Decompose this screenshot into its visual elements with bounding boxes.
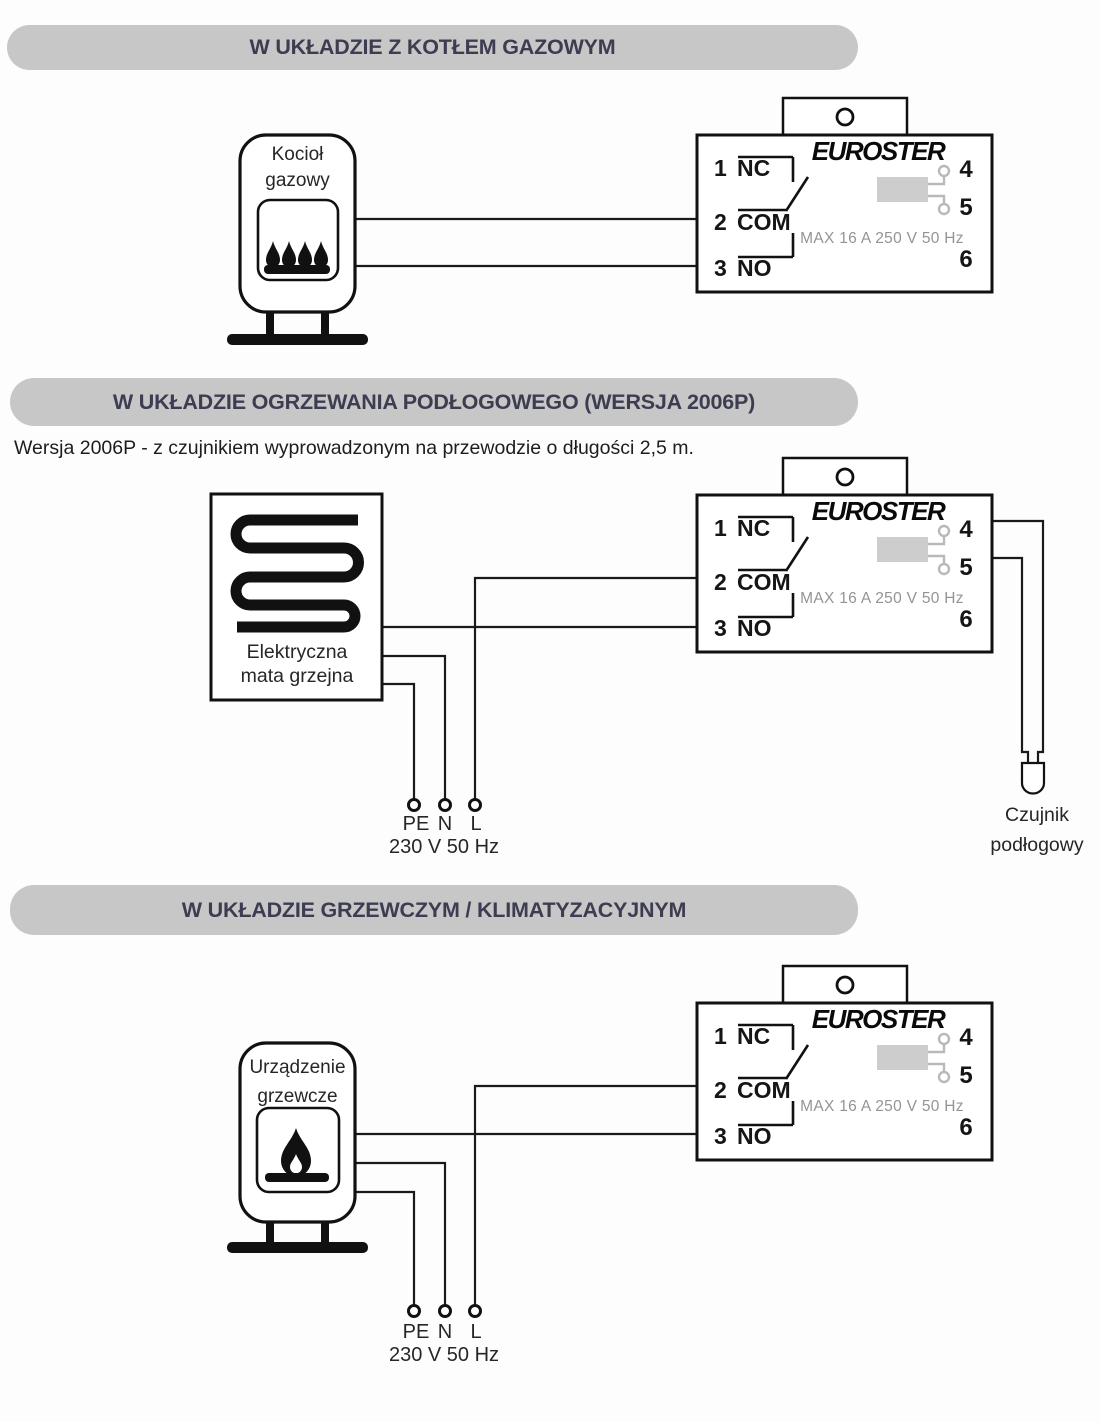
section1-header-bar [7, 25, 858, 70]
terminal-5-number: 5 [959, 1062, 973, 1089]
terminal-nc-label: NC [737, 1023, 771, 1049]
terminal-2-number: 2 [714, 209, 727, 235]
euroster-logo: EUROSTER [811, 136, 945, 166]
section1-title: W UKŁADZIE Z KOTŁEM GAZOWYM [249, 35, 616, 59]
heating-device-label-line2: grzewcze [257, 1086, 338, 1107]
terminal-3-number: 3 [714, 1123, 727, 1149]
terminal-no-label: NO [737, 1123, 772, 1149]
terminal-6-number: 6 [959, 246, 973, 273]
terminal-com-label: COM [737, 209, 791, 235]
terminal-1-number: 1 [714, 155, 727, 181]
pe-terminal-label: PE [402, 1321, 430, 1343]
section2-header-bar [10, 378, 858, 426]
terminal-nc-label: NC [737, 515, 771, 541]
terminal-5-number: 5 [959, 554, 973, 581]
boiler-label-line2: gazowy [265, 170, 330, 191]
section3-title: W UKŁADZIE GRZEWCZYM / KLIMATYZACYJNYM [181, 897, 687, 922]
gas-boiler-icon [227, 135, 368, 345]
terminal-6-number: 6 [959, 1114, 973, 1141]
terminal-2-number: 2 [714, 1077, 727, 1103]
floor-sensor-label-line1: Czujnik [1005, 804, 1069, 826]
floor-sensor-icon [1022, 763, 1044, 794]
max-rating-label: MAX 16 A 250 V 50 Hz [800, 230, 964, 247]
terminal-3-number: 3 [714, 255, 727, 281]
euroster-logo: EUROSTER [811, 496, 945, 526]
terminal-4-number: 4 [959, 156, 973, 183]
terminal-1-number: 1 [714, 1023, 727, 1049]
power-terminals-section2 [409, 800, 481, 811]
mat-label-line2: mata grzejna [240, 665, 354, 687]
terminal-no-label: NO [737, 615, 772, 641]
terminal-com-label: COM [737, 1077, 791, 1103]
terminal-6-number: 6 [959, 606, 973, 633]
terminal-4-number: 4 [959, 516, 973, 543]
floor-sensor-label-line2: podłogowy [990, 834, 1084, 856]
terminal-nc-label: NC [737, 155, 771, 181]
max-rating-label: MAX 16 A 250 V 50 Hz [800, 1098, 964, 1115]
section3-wires [355, 1086, 697, 1305]
heating-device-label-line1: Urządzenie [249, 1057, 346, 1078]
section2-title: W UKŁADZIE OGRZEWANIA PODŁOGOWEGO (WERSJA 2006P) [112, 389, 756, 414]
boiler-label-line1: Kocioł [271, 144, 324, 165]
n-terminal-label: N [437, 813, 453, 835]
terminal-no-label: NO [737, 255, 772, 281]
mains-rating-label: 230 V 50 Hz [388, 836, 500, 858]
l-terminal-label: L [470, 813, 482, 835]
terminal-5-number: 5 [959, 194, 973, 221]
mat-label-line1: Elektryczna [246, 641, 348, 663]
l-terminal-label: L [470, 1321, 482, 1343]
n-terminal-label: N [437, 1321, 453, 1343]
max-rating-label: MAX 16 A 250 V 50 Hz [800, 590, 964, 607]
pe-terminal-label: PE [402, 813, 430, 835]
power-terminals-section3 [409, 1306, 481, 1317]
terminal-1-number: 1 [714, 515, 727, 541]
version-note: Wersja 2006P - z czujnikiem wyprowadzonym na przewodzie o długości 2,5 m. [14, 437, 694, 459]
euroster-logo: EUROSTER [811, 1004, 945, 1034]
section1-wires [355, 219, 697, 266]
mains-rating-label: 230 V 50 Hz [388, 1344, 500, 1366]
terminal-2-number: 2 [714, 569, 727, 595]
terminal-4-number: 4 [959, 1024, 973, 1051]
terminal-3-number: 3 [714, 615, 727, 641]
section3-header-bar [10, 885, 858, 935]
terminal-com-label: COM [737, 569, 791, 595]
